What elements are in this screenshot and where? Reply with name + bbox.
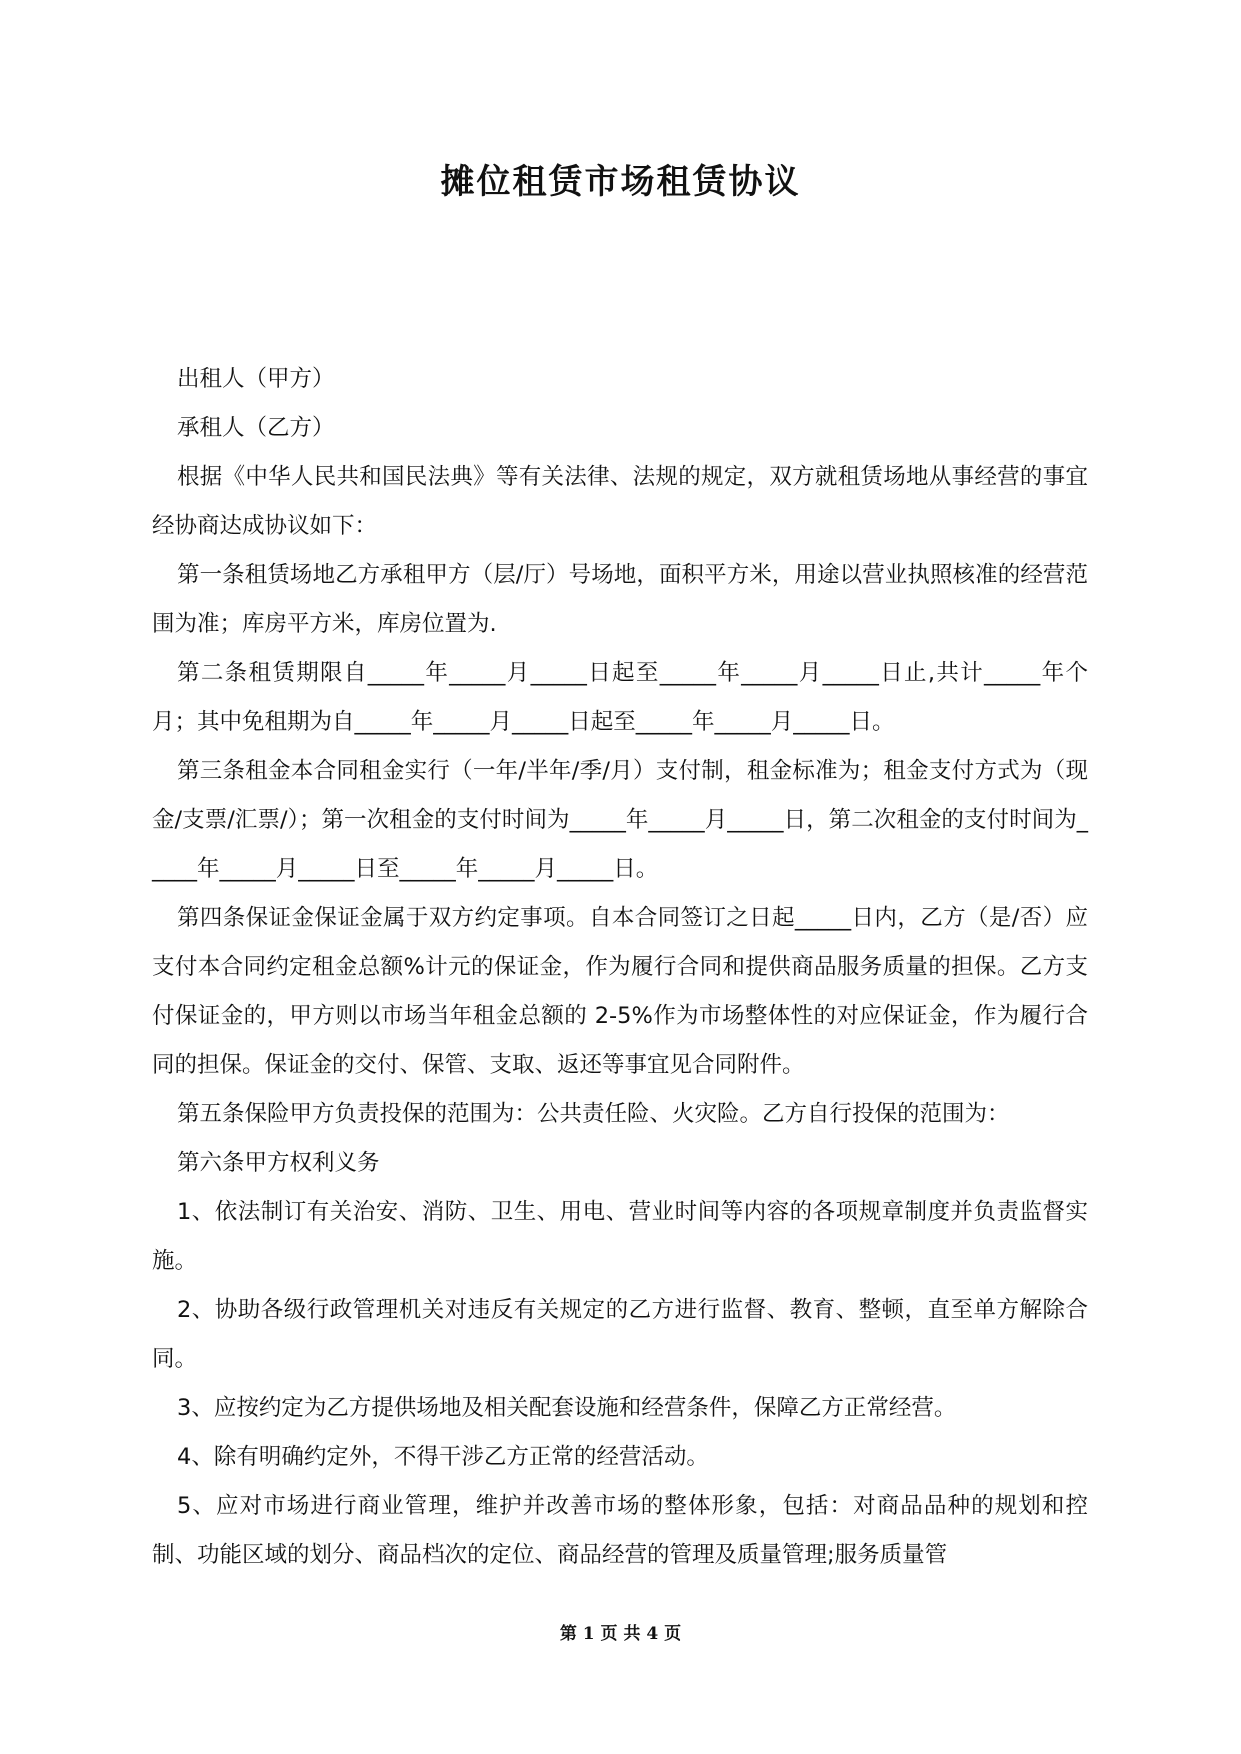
paragraph-article-6-heading: 第六条甲方权利义务 [177, 1150, 380, 1176]
list-item: 2、协助各级行政管理机关对违反有关规定的乙方进行监督、教育、整顿，直至单方解除合同。 [152, 1297, 1088, 1372]
paragraph-article-1: 第一条租赁场地乙方承租甲方（层/厅）号场地，面积平方米，用途以营业执照核准的经营范围为准；库房平方米，库房位置为. [152, 562, 1088, 637]
list-item: 4、除有明确约定外，不得干涉乙方正常的经营活动。 [177, 1444, 709, 1470]
paragraph-article-2: 第二条租赁期限自_____年_____月_____日起至_____年_____月_____日止,共计_____年个月；其中免租期为自_____年_____月_____日起至_____年_____月_____日。 [152, 660, 1088, 735]
paragraph-lessee: 承租人（乙方） [177, 415, 335, 441]
document-title: 摊位租赁市场租赁协议 [440, 162, 801, 202]
paragraph-article-5: 第五条保险甲方负责投保的范围为：公共责任险、火灾险。乙方自行投保的范围为： [177, 1101, 1010, 1127]
document-body [152, 355, 1088, 1580]
list-item: 3、应按约定为乙方提供场地及相关配套设施和经营条件，保障乙方正常经营。 [177, 1395, 957, 1421]
page-number-footer: 第 1 页 共 4 页 [559, 1624, 682, 1644]
paragraph-article-4: 第四条保证金保证金属于双方约定事项。自本合同签订之日起_____日内，乙方（是/否）应支付本合同约定租金总额%计元的保证金，作为履行合同和提供商品服务质量的担保。乙方支付保证金的，甲方则以市场当年租金总额的 2-5%作为市场整体性的对应保证金，作为履行合同的担保。保证金的交付、保管、支取、返还等事宜见合同附件。 [152, 905, 1088, 1078]
list-item: 1、依法制订有关治安、消防、卫生、用电、营业时间等内容的各项规章制度并负责监督实施。 [152, 1199, 1088, 1274]
paragraph-lessor: 出租人（甲方） [177, 366, 335, 392]
paragraph-article-3: 第三条租金本合同租金实行（一年/半年/季/月）支付制，租金标准为；租金支付方式为（现金/支票/汇票/）；第一次租金的支付时间为_____年_____月_____日，第二次租金的支付时间为_____年_____月_____日至_____年_____月_____日。 [152, 758, 1088, 882]
paragraph-preamble: 根据《中华人民共和国民法典》等有关法律、法规的规定，双方就租赁场地从事经营的事宜经协商达成协议如下： [152, 464, 1088, 539]
list-item: 5、应对市场进行商业管理，维护并改善市场的整体形象，包括：对商品品种的规划和控制、功能区域的划分、商品档次的定位、商品经营的管理及质量管理;服务质量管 [152, 1493, 1088, 1568]
